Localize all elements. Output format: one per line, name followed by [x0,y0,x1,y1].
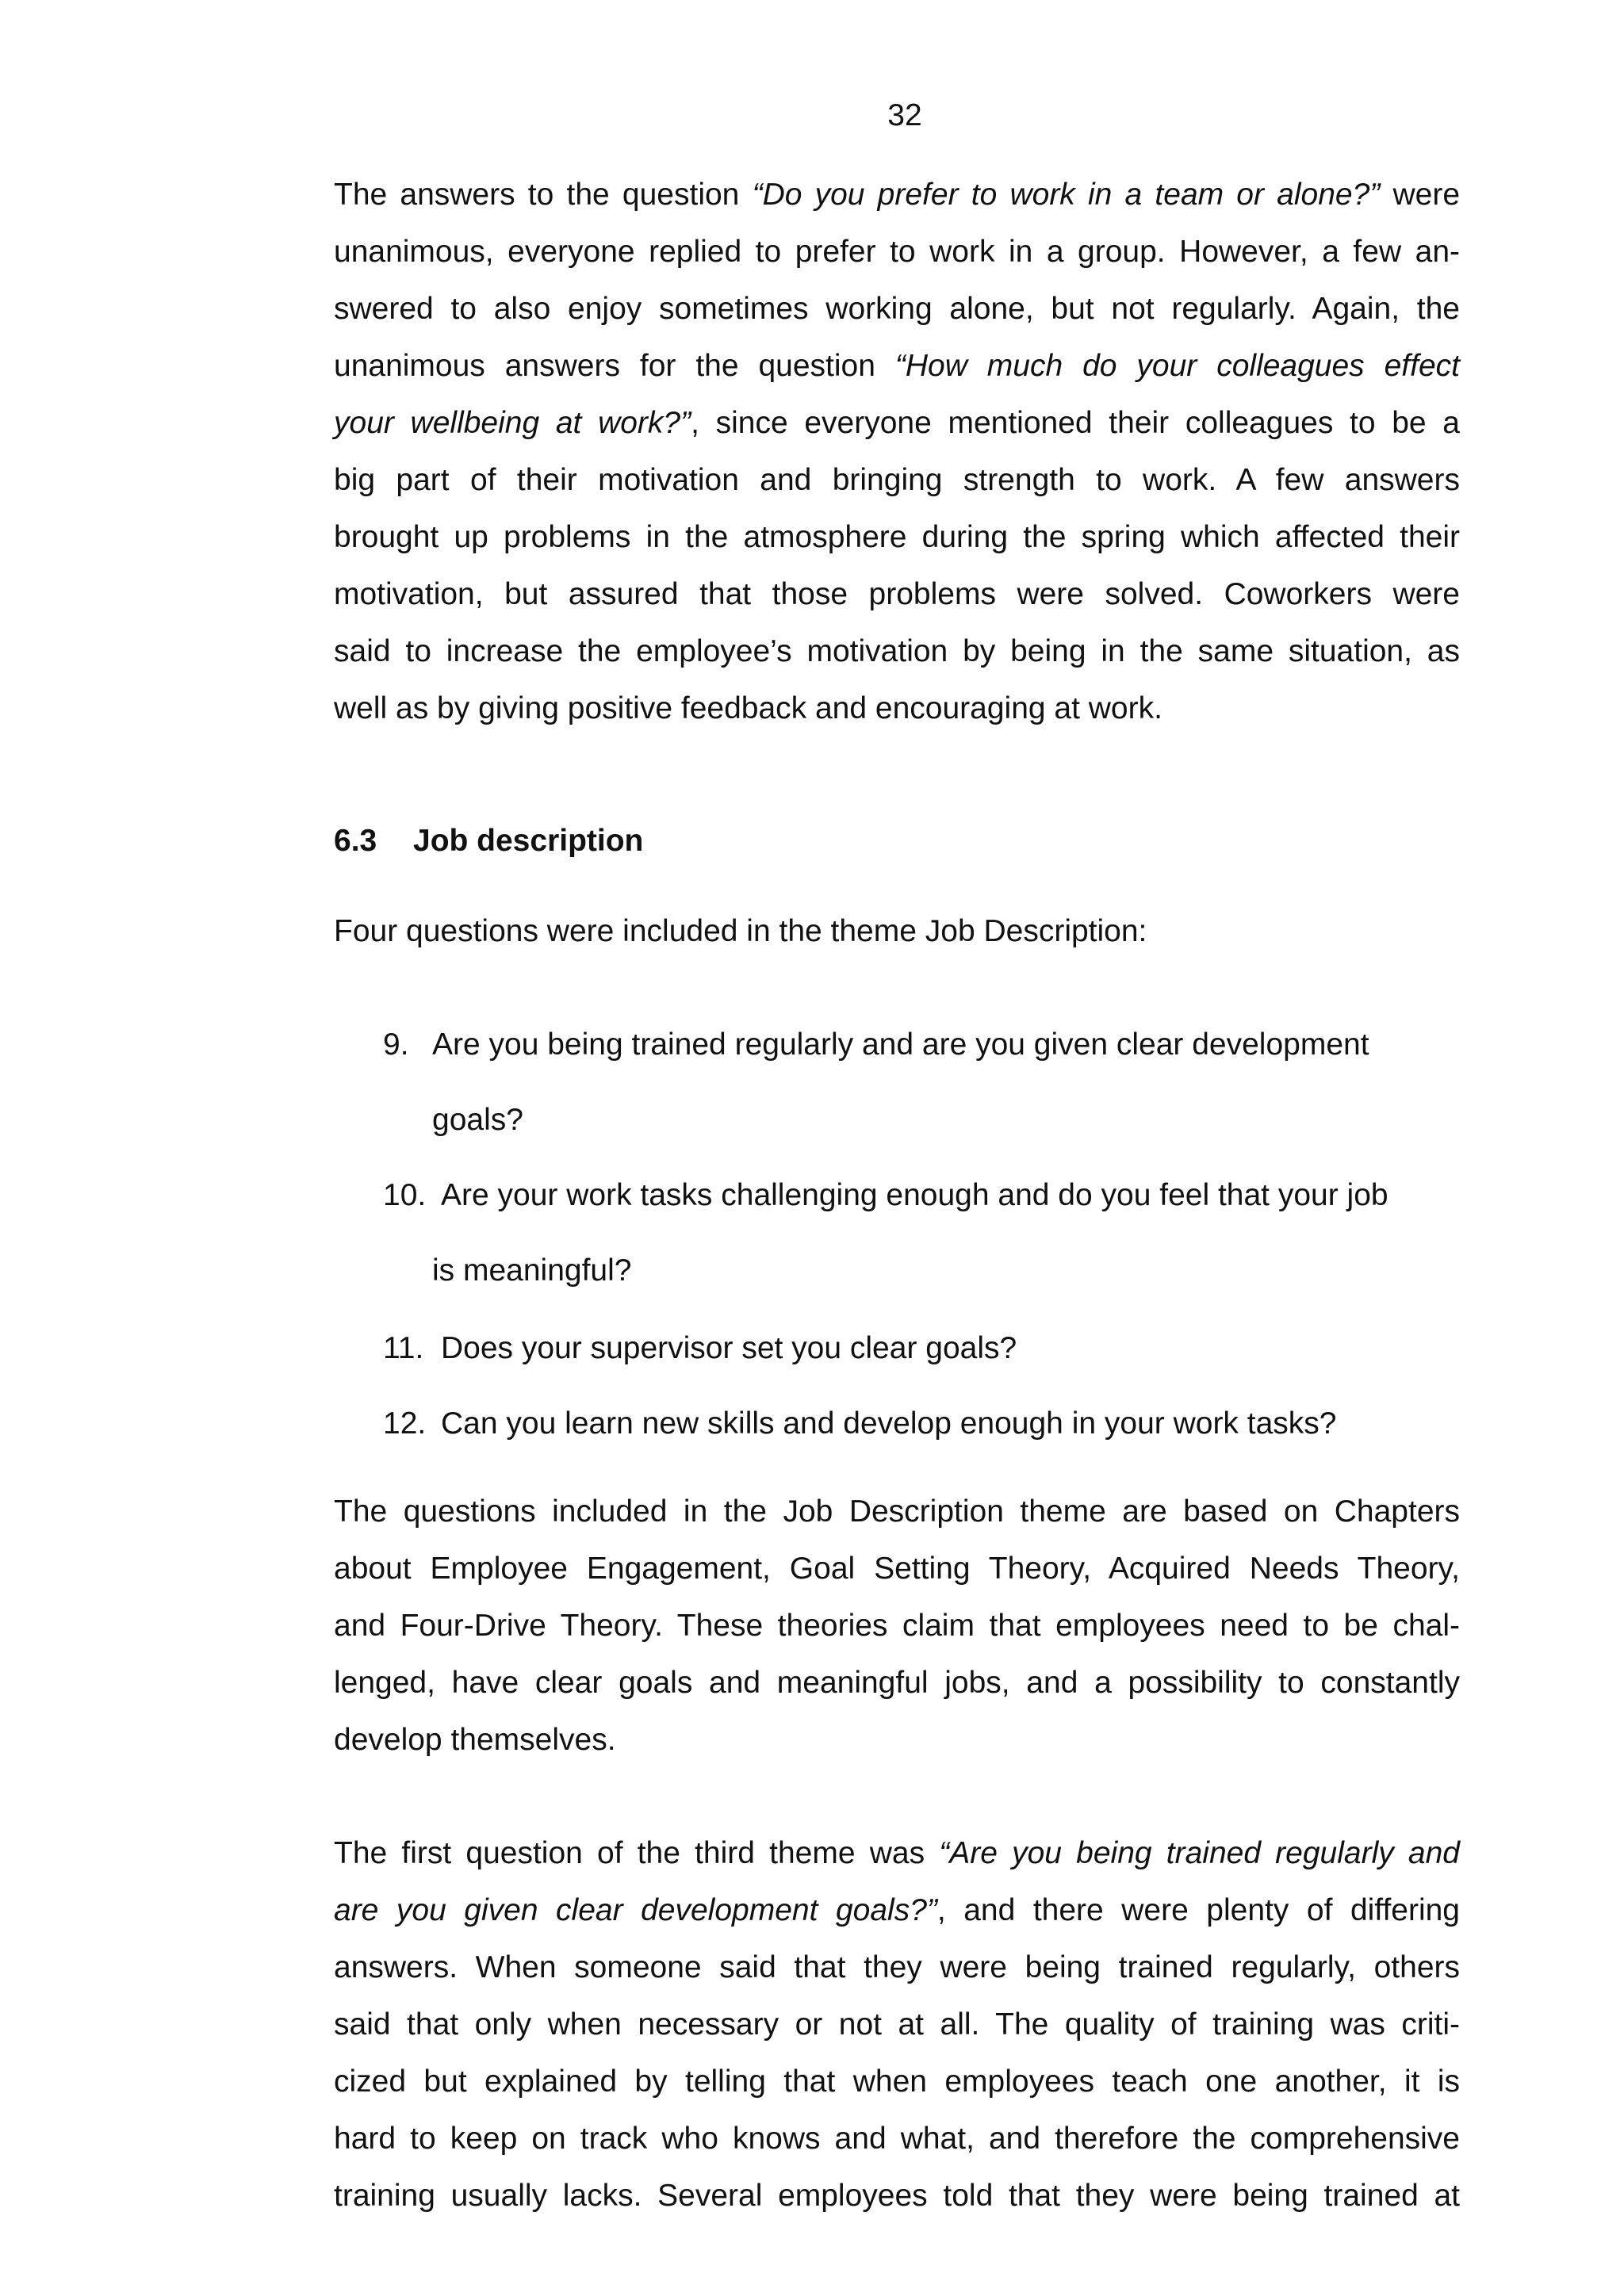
list-item-text: Can you learn new skills and develop enough in your work tasks? [441,1406,1337,1441]
text-line: said to increase the employee’s motivation by being in the same situation, as [334,634,1460,668]
list-item-number: 10. [383,1178,427,1212]
list-item-number: 11. [383,1331,424,1365]
text-line: lenged, have clear goals and meaningful jobs, and a possibility to constantly [334,1666,1460,1700]
text-line: your wellbeing at work?”, since everyone mentioned their colleagues to be a [334,406,1460,440]
text-line: hard to keep on track who knows and what, and therefore the comprehensive [334,2122,1460,2156]
text-line: cized but explained by telling that when employees teach one another, it is [334,2064,1460,2099]
text-line: big part of their motivation and bringing strength to work. A few answers [334,463,1460,497]
section-title: Job description [413,824,644,858]
list-item-text: goals? [432,1103,523,1137]
quoted-question: are you given clear development goals?” [334,1893,937,1927]
text-line: are you given clear development goals?”, and there were plenty of differing [334,1893,1460,1927]
text-line: The answers to the question “Do you prefer to work in a team or alone?” were [334,178,1461,212]
intro-text: Four questions were included in the theme Job Description: [334,914,1147,948]
text-line: motivation, but assured that those problems were solved. Coworkers were [334,577,1460,611]
text-line: unanimous, everyone replied to prefer to work in a group. However, a few an- [334,235,1460,269]
list-item-text: Are you being trained regularly and are you given clear development [432,1027,1369,1062]
text-line: swered to also enjoy sometimes working alone, but not regularly. Again, the [334,292,1460,326]
text-line: The first question of the third theme was “Are you being trained regularly and [334,1836,1460,1870]
text-line: said that only when necessary or not at all. The quality of training was criti- [334,2007,1460,2042]
text-line: well as by giving positive feedback and encouraging at work. [334,691,1162,725]
text-line: brought up problems in the atmosphere during the spring which affected their [334,520,1460,554]
list-item-number: 9. [383,1027,409,1062]
text-line: answers. When someone said that they were being trained regularly, others [334,1950,1460,1984]
list-item-text: Are your work tasks challenging enough and do you feel that your job [441,1178,1388,1212]
text-line: and Four-Drive Theory. These theories claim that employees need to be chal- [334,1609,1460,1643]
quoted-question: “How much do your colleagues effect [894,349,1460,383]
quoted-question: “Are you being trained regularly and [939,1836,1460,1870]
quoted-question: “Do you prefer to work in a team or alone?” [752,178,1381,212]
quoted-question: your wellbeing at work?” [334,406,691,440]
section-heading [334,822,643,860]
list-item-number: 12. [383,1406,427,1441]
list-item-text: Does your supervisor set you clear goals? [441,1331,1017,1365]
page-number: 32 [887,98,922,132]
text-line: The questions included in the Job Description theme are based on Chapters [334,1494,1460,1529]
text-line: develop themselves. [334,1723,616,1757]
text-line: unanimous answers for the question “How much do your colleagues effect [334,349,1460,383]
text-line: training usually lacks. Several employees told that they were being trained at [334,2179,1460,2213]
list-item-text: is meaningful? [432,1253,632,1288]
section-number: 6.3 [334,824,377,858]
text-line: about Employee Engagement, Goal Setting Theory, Acquired Needs Theory, [334,1552,1460,1586]
